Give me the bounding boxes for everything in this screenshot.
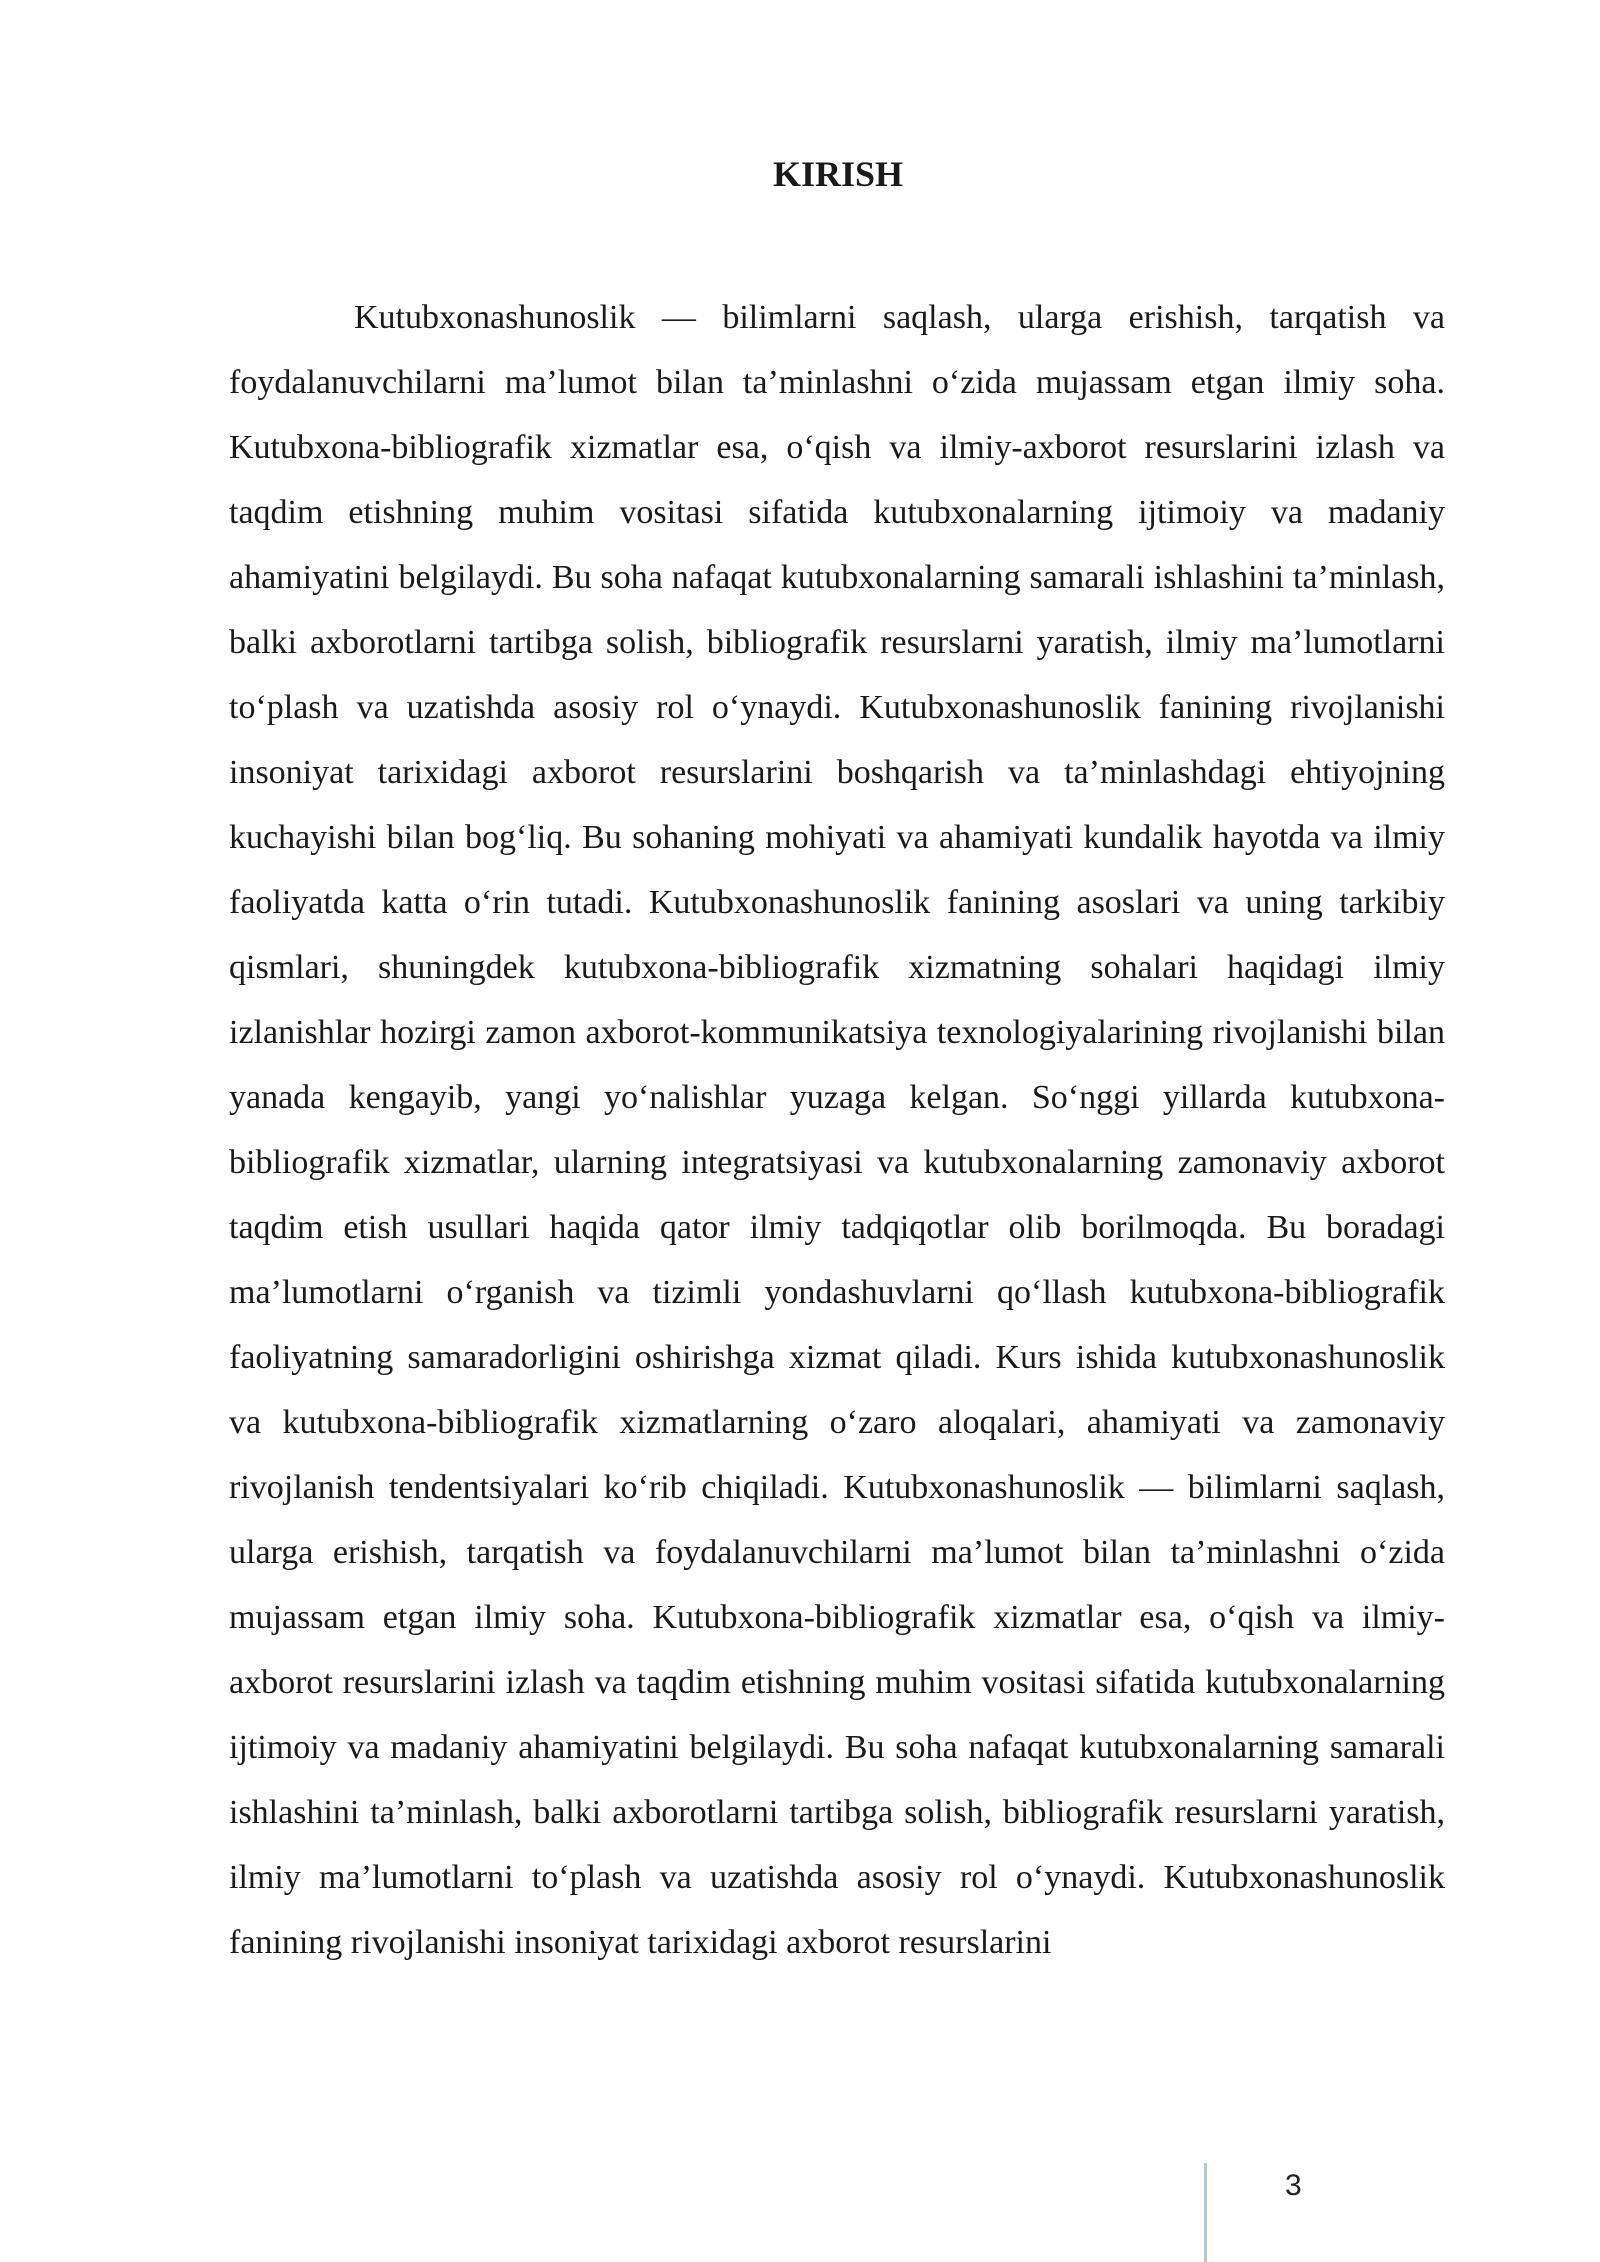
- page-number: 3: [1285, 2169, 1302, 2202]
- footer-divider: [1204, 2163, 1207, 2262]
- body-paragraph: Kutubxonashunoslik — bilimlarni saqlash, ularga erishish, tarqatish va foydalanuvchilarni ma’lumot bilan ta’minlashni o‘zida mujassam etgan ilmiy soha. Kutubxona-bibliografik xizmatlar esa, o‘qish va ilmiy-axborot resurslarini izlash va taqdim etishning muhim vositasi sifatida kutubxonalarning ijtimoiy va madaniy ahamiyatini belgilaydi. Bu soha nafaqat kutubxonalarning samarali ishlashini ta’minlash, balki axborotlarni tartibga solish, bibliografik resurslarni yaratish, ilmiy ma’lumotlarni to‘plash va uzatishda asosiy rol o‘ynaydi. Kutubxonashunoslik fanining rivojlanishi insoniyat tarixidagi axborot resurslarini boshqarish va ta’minlashdagi ehtiyojning kuchayishi bilan bog‘liq. Bu sohaning mohiyati va ahamiyati kundalik hayotda va ilmiy faoliyatda katta o‘rin tutadi. Kutubxonashunoslik fanining asoslari va uning tarkibiy qismlari, shuningdek kutubxona-bibliografik xizmatning sohalari haqidagi ilmiy izlanishlar hozirgi zamon axborot-kommunikatsiya texnologiyalarining rivojlanishi bilan yanada kengayib, yangi yo‘nalishlar yuzaga kelgan. So‘nggi yillarda kutubxona-bibliografik xizmatlar, ularning integratsiyasi va kutubxonalarning zamonaviy axborot taqdim etish usullari haqida qator ilmiy tadqiqotlar olib borilmoqda. Bu boradagi ma’lumotlarni o‘rganish va tizimli yondashuvlarni qo‘llash kutubxona-bibliografik faoliyatning samaradorligini oshirishga xizmat qiladi. Kurs ishida kutubxonashunoslik va kutubxona-bibliografik xizmatlarning o‘zaro aloqalari, ahamiyati va zamonaviy rivojlanish tendentsiyalari ko‘rib chiqiladi. Kutubxonashunoslik — bilimlarni saqlash, ularga erishish, tarqatish va foydalanuvchilarni ma’lumot bilan ta’minlashni o‘zida mujassam etgan ilmiy soha. Kutubxona-bibliografik xizmatlar esa, o‘qish va ilmiy-axborot resurslarini izlash va taqdim etishning muhim vositasi sifatida kutubxonalarning ijtimoiy va madaniy ahamiyatini belgilaydi. Bu soha nafaqat kutubxonalarning samarali ishlashini ta’minlash, balki axborotlarni tartibga solish, bibliografik resurslarni yaratish, ilmiy ma’lumotlarni to‘plash va uzatishda asosiy rol o‘ynaydi. Kutubxonashunoslik fanining rivojlanishi insoniyat tarixidagi axborot resurslarini: [229, 299, 1445, 1961]
- page-title: KIRISH: [772, 154, 904, 194]
